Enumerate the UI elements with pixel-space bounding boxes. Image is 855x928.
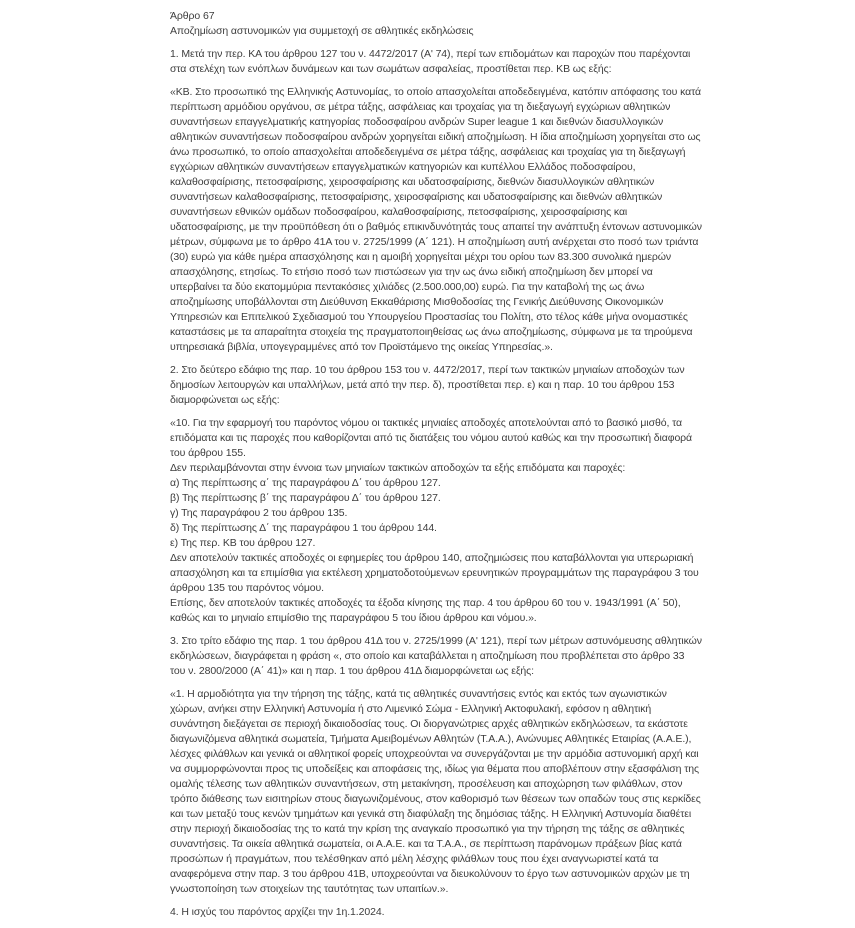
quote-10-item-c: γ) Της παραγράφου 2 του άρθρου 135. [170, 507, 348, 519]
article-title: Αποζημίωση αστυνομικών για συμμετοχή σε αθλητικές εκδηλώσεις [170, 25, 474, 37]
quote-10-item-d: δ) Της περίπτωσης Δ΄ της παραγράφου 1 του άρθρου 144. [170, 522, 437, 534]
quote-10-intro: «10. Για την εφαρμογή του παρόντος νόμου οι τακτικές μηνιαίες αποδοχές αποτελούνται από το βασικό μισθό, τα επιδόματα και τις παροχές που καθορίζονται από τις διατάξεις του νόμου αυτού καθώς και την προσωπική διαφορά του άρθρου 155. [170, 417, 693, 459]
quote-10-non-regular-earnings: Δεν αποτελούν τακτικές αποδοχές οι εφημερίες του άρθρου 140, αποζημιώσεις που καταβάλλονται για υπερωριακή απασχόληση και τα επιμίσθια για εκτέλεση χρηματοδοτούμενων ερευνητικών προγραμμάτων της παραγράφου 3 του άρθρου 135 του παρόντος νόμου. [170, 552, 699, 594]
paragraph-1: 1. Μετά την περ. ΚΑ του άρθρου 127 του ν. 4472/2017 (Α' 74), περί των επιδομάτων και παροχών που παρέχονται στα στελέχη των ενόπλων δυνάμεων και των σωμάτων ασφαλείας, προστίθεται περ. ΚΒ ως εξής: [170, 48, 691, 75]
quote-10-item-b: β) Της περίπτωσης β΄ της παραγράφου Δ΄ του άρθρου 127. [170, 492, 441, 504]
paragraph-2: 2. Στο δεύτερο εδάφιο της παρ. 10 του άρθρου 153 του ν. 4472/2017, περί των τακτικών μηνιαίων αποδοχών των δημοσίων λειτουργών και υπαλλήλων, μετά από την περ. δ), προστίθεται περ. ε) και η παρ. 10 του άρθρου 153 διαμορφώνεται ως εξής: [170, 364, 685, 406]
article-number: Άρθρο 67 [170, 10, 215, 22]
quote-10-closing: Επίσης, δεν αποτελούν τακτικές αποδοχές τα έξοδα κίνησης της παρ. 4 του άρθρου 60 του ν. 1943/1991 (Α΄ 50), καθώς και το μηνιαίο επιμίσθιο της παραγράφου 5 του ίδιου άρθρου και νόμου.». [170, 597, 681, 624]
quote-1-paragraph: «1. Η αρμοδιότητα για την τήρηση της τάξης, κατά τις αθλητικές συναντήσεις εντός και εκτός των αγωνιστικών χώρων, ανήκει στην Ελληνική Αστυνομία ή στο Λιμενικό Σώμα - Ελληνική Ακτοφυλακή, εφόσον η αθλητική συνάντηση διεξάγεται σε περιοχή δικαιοδοσίας τους. Οι διοργανώτριες αρχές αθλητικών εκδηλώσεων, τα εκάστοτε διαγωνιζόμενα αθλητικά σωματεία, Τμήματα Αμειβομένων Αθλητών (Τ.Α.Α.), Ανώνυμες Αθλητικές Εταιρίας (Α.Α.Ε.), λέσχες φιλάθλων και γενικά οι αθλητικοί φορείς υποχρεούνται να συνεργάζονται με την αρμόδια αστυνομική αρχή και να συμμορφώνονται προς τις υποδείξεις και αποφάσεις της, ιδίως για θέματα που αποβλέπουν στην εξασφάλιση της ομαλής τέλεσης των αθλητικών συναντήσεων, στη μετακίνηση, προσέλευση και αποχώρηση των φιλάθλων, στον τρόπο διάθεσης των εισιτηρίων στους διαγωνιζομένους, στον καθορισμό των θέσεων των οπαδών τους στις κερκίδες και των μεταξύ τους κενών τμημάτων και γενικά στη διαφύλαξη της δημόσιας τάξης. Η Ελληνική Αστυνομία διαθέτει στην περιοχή δικαιοδοσίας της το κατά την κρίση της αναγκαίο προσωπικό για την τήρηση της τάξης σε αθλητικές συναντήσεις. Τα οικεία αθλητικά σωματεία, οι Α.Α.Ε. και τα Τ.Α.Α., σε περίπτωση παράνομων πράξεων βίας κατά προσώπων ή πραγμάτων, που τελέσθηκαν από μέλη λέσχης φιλάθλων τους που έχει αναγνωριστεί κατά τα αναφερόμενα στην παρ. 3 του άρθρου 41Β, υποχρεούνται να διευκολύνουν το έργο των αστυνομικών αρχών με τη γνωστοποίηση των στοιχείων της ταυτότητας των υπαιτίων.». [170, 688, 701, 895]
quote-10-block [170, 416, 702, 626]
quote-10-exclusions-intro: Δεν περιλαμβάνονται στην έννοια των μηνιαίων τακτικών αποδοχών τα εξής επιδόματα και παροχές: [170, 462, 626, 474]
quote-10-item-e: ε) Της περ. ΚΒ του άρθρου 127. [170, 537, 316, 549]
article-body [170, 9, 702, 928]
quote-10-item-a: α) Της περίπτωσης α΄ της παραγράφου Δ΄ του άρθρου 127. [170, 477, 441, 489]
paragraph-3: 3. Στο τρίτο εδάφιο της παρ. 1 του άρθρου 41Δ του ν. 2725/1999 (Α' 121), περί των μέτρων αστυνόμευσης αθλητικών εκδηλώσεων, διαγράφεται η φράση «, στο οποίο και καταβάλλεται η αποζημίωση που προβλέπεται στο άρθρο 33 του ν. 2800/2000 (Α΄ 41)» και η παρ. 1 του άρθρου 41Δ διαμορφώνεται ως εξής: [170, 635, 702, 677]
article-heading [170, 9, 702, 39]
paragraph-4: 4. Η ισχύς του παρόντος αρχίζει την 1η.1.2024. [170, 906, 385, 918]
quote-kb-paragraph: «ΚΒ. Στο προσωπικό της Ελληνικής Αστυνομίας, το οποίο απασχολείται αποδεδειγμένα, κατόπιν απόφασης του κατά περίπτωση αρμόδιου οργάνου, σε μέτρα τάξης, ασφάλειας και τροχαίας για τη διεξαγωγή εγχώριων αθλητικών συναντήσεων επαγγελματικής κατηγορίας ποδοσφαίρου ανδρών Super league 1 και διεθνών διασυλλογικών αθλητικών συναντήσεων ποδοσφαίρου ανδρών χορηγείται ειδική αποζημίωση. Η ίδια αποζημίωση χορηγείται στο ως άνω προσωπικό, το οποίο απασχολείται αποδεδειγμένα σε μέτρα τάξης, ασφάλειας και τροχαίας για τη διεξαγωγή εγχώριων αθλητικών συναντήσεων επαγγελματικών κατηγοριών και κυπέλλου Ελλάδος ποδοσφαίρου, καλαθοσφαίρισης, πετοσφαίρισης, χειροσφαίρισης και υδατοσφαίρισης, διεθνών διασυλλογικών αθλητικών συναντήσεων καλαθοσφαίρισης, πετοσφαίρισης, χειροσφαίρισης και υδατοσφαίρισης και διεθνών αθλητικών συναντήσεων εθνικών ομάδων ποδοσφαίρου, καλαθοσφαίρισης, πετοσφαίρισης, χειροσφαίρισης και υδατοσφαίρισης, με την προϋπόθεση ότι ο βαθμός επικινδυνότητάς τους απαιτεί την ανάπτυξη έντονων αστυνομικών μέτρων, σύμφωνα με το άρθρο 41Α του ν. 2725/1999 (Α΄ 121). Η αποζημίωση αυτή ανέρχεται στο ποσό των τριάντα (30) ευρώ για κάθε ημέρα απασχόλησης και η αμοιβή χορηγείται μέχρι του ορίου των 83.300 συνολικά ημερών απασχόλησης, ετησίως. Το ετήσιο ποσό των πιστώσεων για την ως άνω ειδική αποζημίωση δεν μπορεί να υπερβαίνει τα δύο εκατομμύρια πεντακόσιες χιλιάδες (2.500.000,00) ευρώ. Για την καταβολή της ως άνω αποζημίωσης υποβάλλονται στη Διεύθυνση Εκκαθάρισης Μισθοδοσίας της Γενικής Διεύθυνσης Οικονομικών Υπηρεσιών και Επιτελικού Σχεδιασμού του Υπουργείου Προστασίας του Πολίτη, στο τέλος κάθε μήνα ονομαστικές καταστάσεις με τα απαραίτητα στοιχεία της πραγματοποιηθείσας ως άνω αποζημίωσης, σύμφωνα με τα τηρούμενα υπηρεσιακά βιβλία, υπογεγραμμένες από τον Προϊστάμενο της οικείας Υπηρεσίας.». [170, 86, 702, 353]
